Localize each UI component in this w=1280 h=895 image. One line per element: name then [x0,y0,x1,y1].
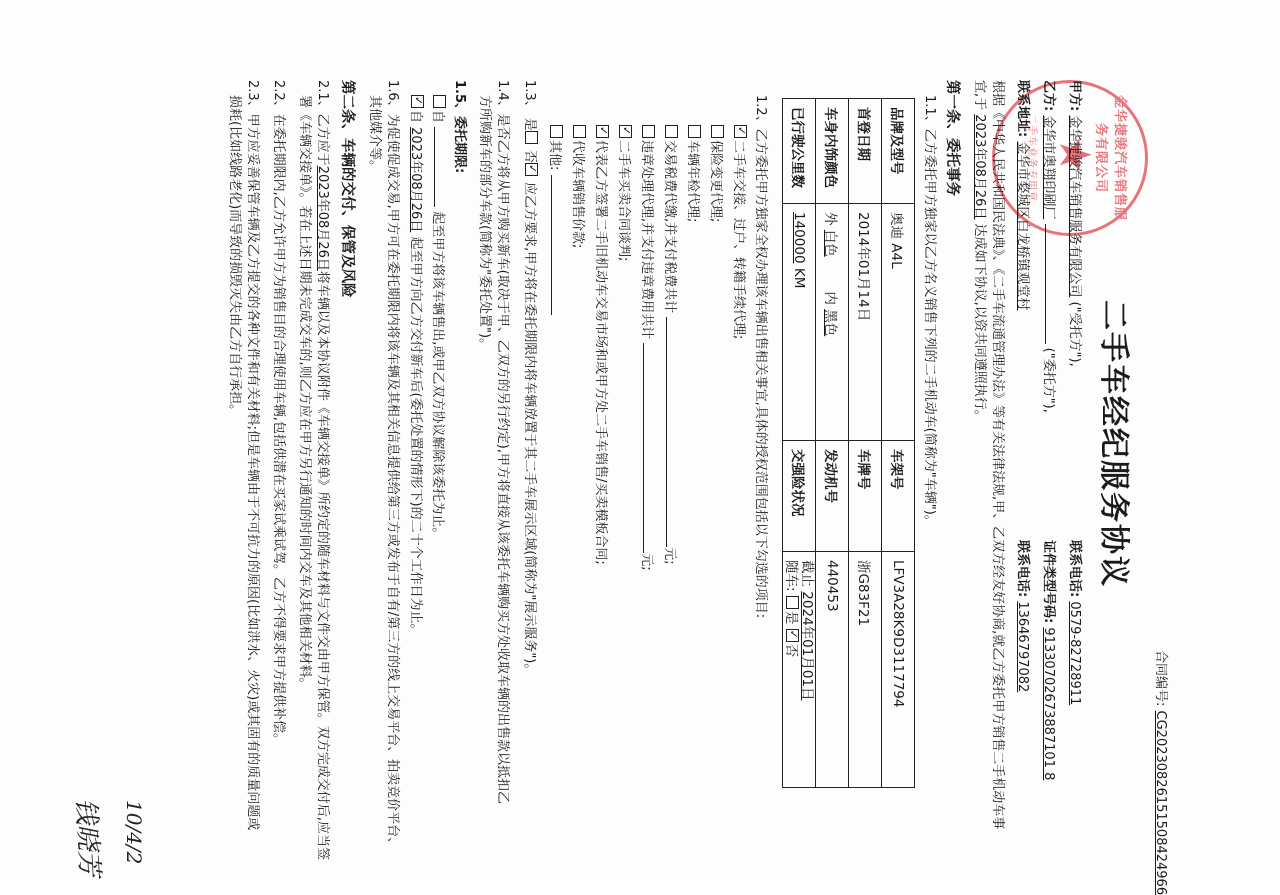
mileage-label: 已行驶公里数 [783,99,816,204]
color-label: 车身内饰颜色 [816,99,849,204]
reg-label: 首登日期 [849,99,882,204]
table-row [816,99,849,788]
vehicle-table [782,98,915,788]
option-checkbox[interactable] [665,125,678,138]
clause-1-3-yes-checkbox[interactable] [525,131,538,144]
page-title: 二手车经纪服务协议 [1096,300,1131,588]
insurance-yes-checkbox[interactable] [786,596,799,609]
option-checkbox[interactable] [734,125,747,138]
clause-1-3: 1.3、 是 否✓ 应乙方要求,甲方将在委托期限内将车辆放置于其二手车展示区域(简称为"展示服务")。 [521,80,538,676]
plate-label: 车牌号 [849,441,882,552]
party-a-name: 金华捷骏汽车销售服务有限公司 [1067,115,1082,298]
clause-2-2: 2.2、在委托期限内,乙方允许甲方为销售目的合理使用车辆,包括供潜在买家试乘试驾。乙方不得要求甲方提供补偿。 [271,80,286,746]
term-option-checkbox[interactable] [433,95,446,108]
reg-value: 2014年01月14日 [849,204,882,441]
party-b-phone: 联系电话: 13646797082 [1015,540,1030,693]
option-item: ✓二手车交接、过户、转籍手续代理; [730,125,747,339]
option-checkbox[interactable] [550,125,563,138]
clause-1-6-line-2: 其他媒介等。 [367,95,382,174]
mileage-value: 140000 KM [783,204,816,441]
clause-2-1-line-2: 署《车辆交接单》。若在上述日期未完成交车的,则乙方应在甲方另行通知的时间内交车及其他相关材料。 [297,95,312,691]
option-checkbox[interactable] [642,125,655,138]
contract-no: 合同编号: CG20230826151508424966 [1153,650,1168,895]
vin-value: LFV3A28K9D3117794 [882,552,915,788]
brand-value: 奥迪 A4L [882,204,915,441]
party-b-addr: 联系地址: 金华市婺城区白龙桥镇观堂村 [1015,80,1030,311]
table-row [882,99,915,788]
option-item: ✓二手车买卖合同谈判; [615,125,632,261]
term-option-checkbox[interactable] [411,95,424,108]
seal-company-text: 金华捷骏汽车销售服务有限公司 [1093,94,1127,221]
seal-subtext: 二手车业务专用章 [1026,114,1037,202]
clause-1-5-title: 1.5、委托期限: [452,80,467,174]
engine-value: 440453 [816,552,849,788]
clause-1-3-text: 应乙方要求,甲方将在委托期限内将车辆放置于其二手车展示区域(简称为"展示服务")。 [522,182,537,677]
table-row [783,99,816,788]
party-b-line: 乙方: 金华市奥翔印刷厂 ("委托方"), [1041,80,1056,413]
insurance-no-checkbox[interactable] [786,629,799,642]
vin-label: 车架号 [882,441,915,552]
color-value: 外 白色 内 黑色 [816,204,849,441]
party-b-id: 证件类型号码: 91330702673887101 8 [1041,540,1056,781]
term-option: ✓自 2023年08月26日 起至甲方向乙方交付新车后(委托处置的情形下)的二十个工作日为止。 [407,95,424,637]
clause-1-1: 1.1、乙方委托甲方独家以乙方名义销售下列的二手机动车(简称为"车辆")。 [922,95,937,528]
handwritten-date: 10/4/2 [122,800,146,865]
party-a-line: 甲方: 金华捷骏汽车销售服务有限公司 ("受托方"), [1067,80,1082,367]
preamble-line-1: 根据《中华人民共和国民法典》、《二手车流通管理办法》等有关法律法规,甲、乙双方经友好协商,就乙方委托甲方销售二手机动车事 [990,80,1005,830]
term-option: 自 起至甲方将该车辆售出,或甲乙双方协议解除该委托为止。 [429,95,446,540]
clause-1-4-line-2: 方所购新车的部分车款(简称为"委托处置")。 [477,95,492,352]
plate-value: 浙G83F21 [849,552,882,788]
clause-1-4-line-1: 1.4、是否乙方将从甲方购买新车(取决于甲、乙双方的另行约定),甲方将直接从该委托车辆购买方处收取车辆的出售款以抵扣乙 [495,80,510,804]
article-2-title: 第二条、车辆的交付、保管及风险 [339,80,355,298]
article-1-title: 第一条、委托事务 [944,80,960,196]
option-item: ✓代表乙方签署二手旧机动车交易市场和或甲方处二手车销售/买卖模板合同; [592,125,609,565]
option-item: 代收车辆销售价款; [569,125,586,248]
seal-star-icon: ★ [1049,135,1100,175]
clause-1-3-no-checkbox[interactable] [525,163,538,176]
clause-2-3-line-1: 2.3、甲方应妥善保管车辆及乙方提交的各种文件和有关材料;但是车辆由于不可抗力的原因(比如洪水、火灾)或其固有的质量问题或 [245,80,260,831]
engine-label: 发动机号 [816,441,849,552]
brand-label: 品牌及型号 [882,99,915,204]
option-checkbox[interactable] [688,125,701,138]
option-item: 违章处理代理,并支付违章费用共计 元; [638,125,655,571]
handwritten-signature: 钱晓芳 [69,797,105,877]
option-checkbox[interactable] [711,125,724,138]
party-a-phone: 联系电话: 0579-82728911 [1067,540,1082,706]
clause-2-1-line-1: 2.1、乙方应于2023年08月26日将车辆以及本协议附件《车辆交接单》所约定的随车材料与文件交由甲方保管。双方完成交付后,应当签 [315,80,330,860]
option-checkbox[interactable] [573,125,586,138]
clause-1-2: 1.2、乙方委托甲方独家全权办理该车辆出售相关事宜,具体的授权范围包括以下勾选的项目: [753,95,768,619]
party-b-name: 金华市奥翔印刷厂 [1041,115,1056,220]
clause-1-6-line-1: 1.6、为促使促成交易,甲方可在委托期限内将该车辆及其相关信息提供给第三方或发布于自有/第三方的线上交易平台、拍卖竞价平台、 [385,80,400,851]
option-item: 保险变更代理; [707,125,724,222]
clause-2-3-line-2: 损耗(比如线路老化)而导致的损毁灭失由乙方自行承担。 [227,95,242,418]
option-item: 车辆年检代理; [684,125,701,222]
insurance-label: 交强险状况 [783,441,816,552]
option-item: 其他: [546,125,563,315]
preamble-line-2: 宜,于 2023年08月26日 达成如下协议,以资共同遵照执行。 [972,80,987,423]
option-checkbox[interactable] [619,125,632,138]
option-checkbox[interactable] [596,125,609,138]
option-item: 交易税费代缴,并支付税费共计 元; [661,125,678,565]
insurance-value: 截止 2024年01月01日 随车: 是 ✓否 [783,552,816,788]
table-row [849,99,882,788]
